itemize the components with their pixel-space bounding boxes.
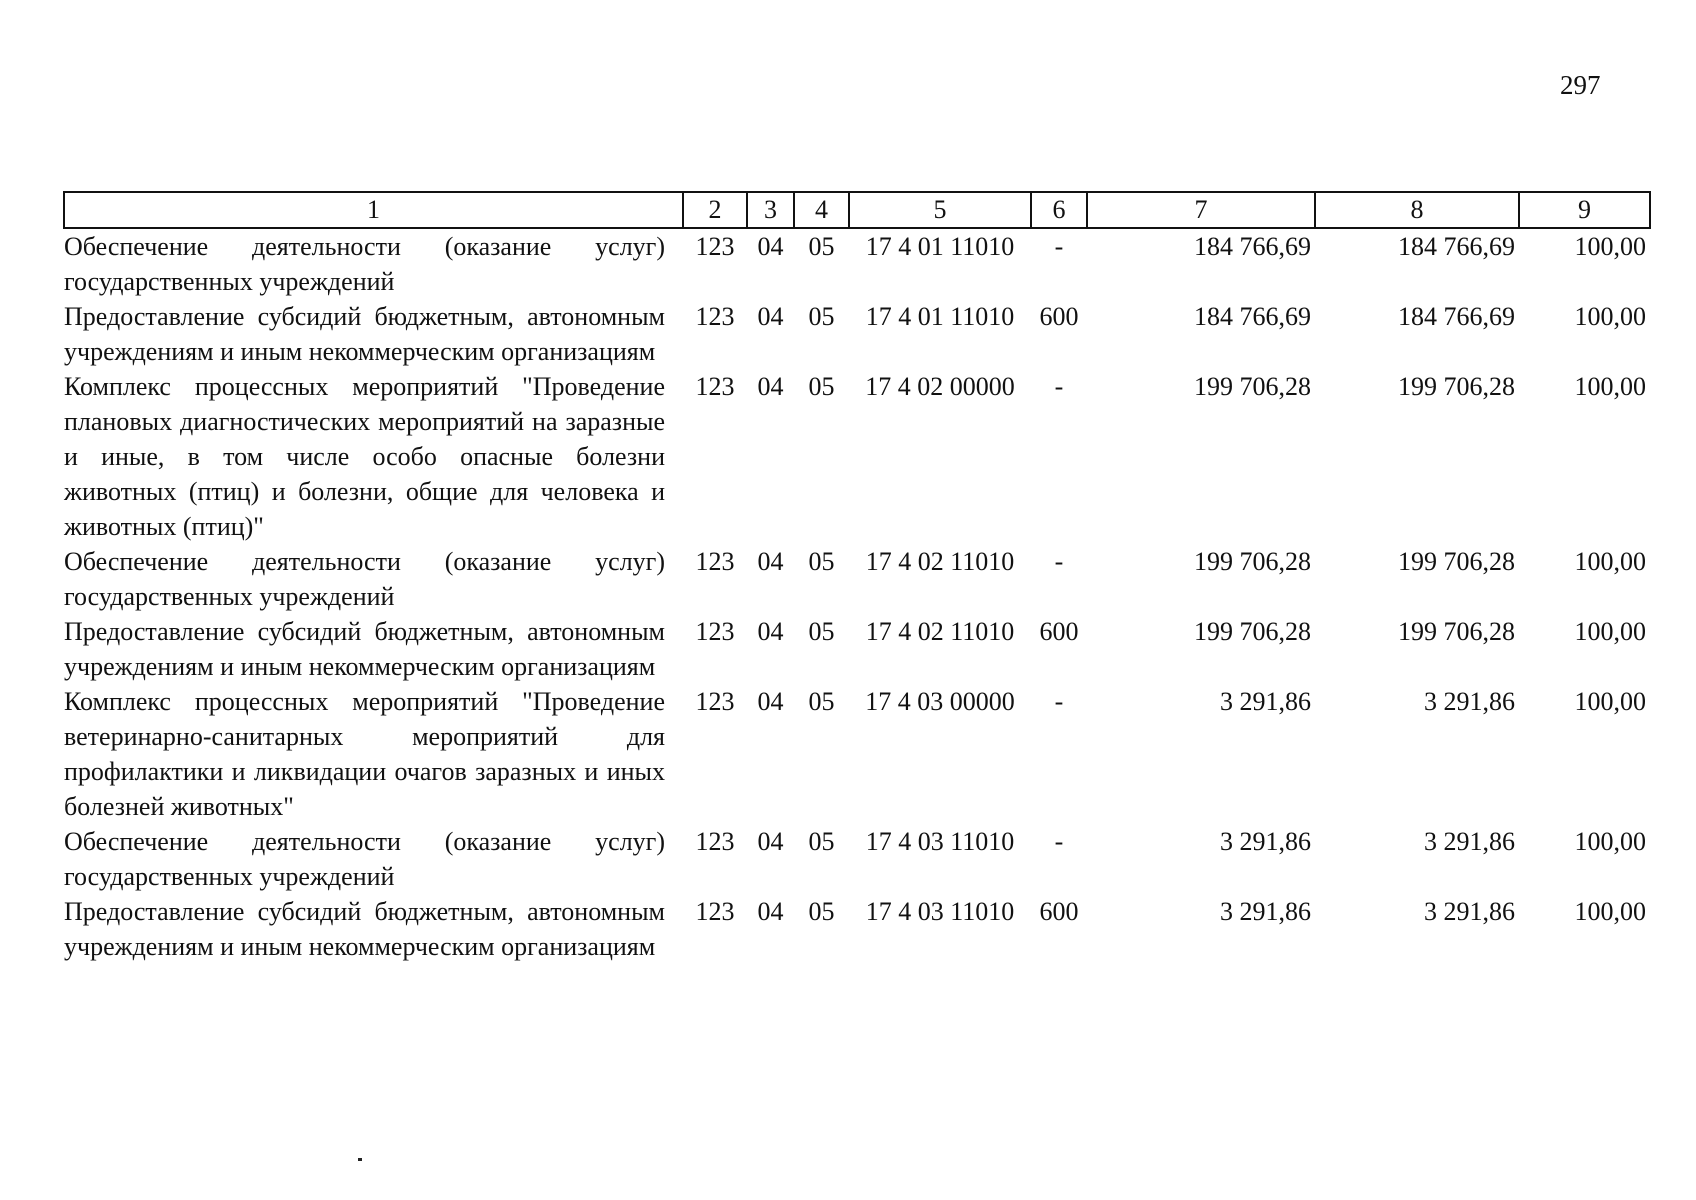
row-code-5: 17 4 02 00000 <box>865 372 1015 401</box>
row-code-5: 17 4 03 00000 <box>865 687 1015 716</box>
row-code-2: 123 <box>695 302 735 331</box>
row-amount-7: 184 766,69 <box>1194 232 1311 261</box>
header-col-8: 8 <box>1315 192 1519 228</box>
table-row <box>64 894 1650 964</box>
row-code-4: 05 <box>808 687 835 716</box>
row-code-2: 123 <box>695 687 735 716</box>
row-amount-7: 3 291,86 <box>1220 897 1311 926</box>
row-code-5: 17 4 03 11010 <box>865 827 1015 856</box>
row-amount-7: 3 291,86 <box>1220 827 1311 856</box>
row-code-3: 04 <box>757 897 784 926</box>
row-percent-9: 100,00 <box>1574 372 1646 401</box>
row-code-5: 17 4 01 11010 <box>865 302 1015 331</box>
scan-dot-mark <box>358 1158 362 1161</box>
row-name: Предоставление субсидий бюджетным, автономным учреждениям и иным некоммерческим организациям <box>64 897 665 961</box>
row-code-4: 05 <box>808 232 835 261</box>
row-code-4: 05 <box>808 897 835 926</box>
row-code-5: 17 4 03 11010 <box>865 897 1015 926</box>
row-amount-8: 199 706,28 <box>1398 372 1515 401</box>
table-row <box>64 684 1650 824</box>
header-col-1: 1 <box>64 192 683 228</box>
row-percent-9: 100,00 <box>1574 302 1646 331</box>
row-name: Обеспечение деятельности (оказание услуг) государственных учреждений <box>64 232 665 296</box>
row-amount-8: 3 291,86 <box>1424 827 1515 856</box>
row-code-2: 123 <box>695 372 735 401</box>
row-code-4: 05 <box>808 547 835 576</box>
row-percent-9: 100,00 <box>1574 827 1646 856</box>
row-code-5: 17 4 02 11010 <box>865 617 1015 646</box>
table-header <box>64 192 1650 228</box>
row-code-6: 600 <box>1039 302 1079 331</box>
header-col-6: 6 <box>1031 192 1087 228</box>
row-code-5: 17 4 02 11010 <box>865 547 1015 576</box>
row-code-3: 04 <box>757 687 784 716</box>
row-code-2: 123 <box>695 827 735 856</box>
header-col-4: 4 <box>794 192 849 228</box>
row-percent-9: 100,00 <box>1574 687 1646 716</box>
row-amount-7: 199 706,28 <box>1194 372 1311 401</box>
table-row <box>64 614 1650 684</box>
row-code-5: 17 4 01 11010 <box>865 232 1015 261</box>
row-code-2: 123 <box>695 547 735 576</box>
row-code-3: 04 <box>757 372 784 401</box>
row-amount-7: 184 766,69 <box>1194 302 1311 331</box>
row-code-3: 04 <box>757 302 784 331</box>
row-code-3: 04 <box>757 547 784 576</box>
row-code-6: - <box>1054 547 1064 576</box>
row-code-2: 123 <box>695 232 735 261</box>
row-amount-7: 3 291,86 <box>1220 687 1311 716</box>
page-number: 297 <box>1560 70 1601 100</box>
row-amount-8: 199 706,28 <box>1398 547 1515 576</box>
header-col-9: 9 <box>1519 192 1650 228</box>
table-row <box>64 369 1650 544</box>
row-code-4: 05 <box>808 302 835 331</box>
budget-table <box>63 191 1651 964</box>
row-percent-9: 100,00 <box>1574 232 1646 261</box>
row-code-4: 05 <box>808 827 835 856</box>
header-col-5: 5 <box>849 192 1031 228</box>
row-code-4: 05 <box>808 372 835 401</box>
table-row <box>64 824 1650 894</box>
row-name: Комплекс процессных мероприятий "Проведение ветеринарно-санитарных мероприятий для профилактики и ликвидации очагов заразных и иных болезней животных" <box>64 687 665 821</box>
row-code-6: - <box>1054 687 1064 716</box>
row-name: Предоставление субсидий бюджетным, автономным учреждениям и иным некоммерческим организациям <box>64 617 665 681</box>
row-code-4: 05 <box>808 617 835 646</box>
row-code-6: - <box>1054 827 1064 856</box>
row-code-2: 123 <box>695 617 735 646</box>
header-col-7: 7 <box>1087 192 1315 228</box>
row-code-6: 600 <box>1039 897 1079 926</box>
row-code-3: 04 <box>757 827 784 856</box>
row-amount-8: 184 766,69 <box>1398 302 1515 331</box>
row-name: Обеспечение деятельности (оказание услуг) государственных учреждений <box>64 547 665 611</box>
header-row <box>64 192 1650 228</box>
row-code-6: - <box>1054 372 1064 401</box>
header-col-2: 2 <box>683 192 747 228</box>
row-name: Обеспечение деятельности (оказание услуг) государственных учреждений <box>64 827 665 891</box>
row-amount-7: 199 706,28 <box>1194 617 1311 646</box>
table-body <box>64 228 1650 964</box>
row-amount-7: 199 706,28 <box>1194 547 1311 576</box>
row-name: Комплекс процессных мероприятий "Проведение плановых диагностических мероприятий на заразные и иные, в том числе особо опасные болезни животных (птиц) и болезни, общие для человека и животных (птиц)" <box>64 372 665 541</box>
row-percent-9: 100,00 <box>1574 897 1646 926</box>
table-row <box>64 299 1650 369</box>
row-amount-8: 199 706,28 <box>1398 617 1515 646</box>
row-amount-8: 3 291,86 <box>1424 897 1515 926</box>
header-col-3: 3 <box>747 192 794 228</box>
row-amount-8: 3 291,86 <box>1424 687 1515 716</box>
row-name: Предоставление субсидий бюджетным, автономным учреждениям и иным некоммерческим организациям <box>64 302 665 366</box>
row-code-2: 123 <box>695 897 735 926</box>
row-percent-9: 100,00 <box>1574 547 1646 576</box>
table-row <box>64 228 1650 299</box>
row-amount-8: 184 766,69 <box>1398 232 1515 261</box>
row-percent-9: 100,00 <box>1574 617 1646 646</box>
table-row <box>64 544 1650 614</box>
row-code-6: 600 <box>1039 617 1079 646</box>
row-code-3: 04 <box>757 232 784 261</box>
row-code-6: - <box>1054 232 1064 261</box>
row-code-3: 04 <box>757 617 784 646</box>
